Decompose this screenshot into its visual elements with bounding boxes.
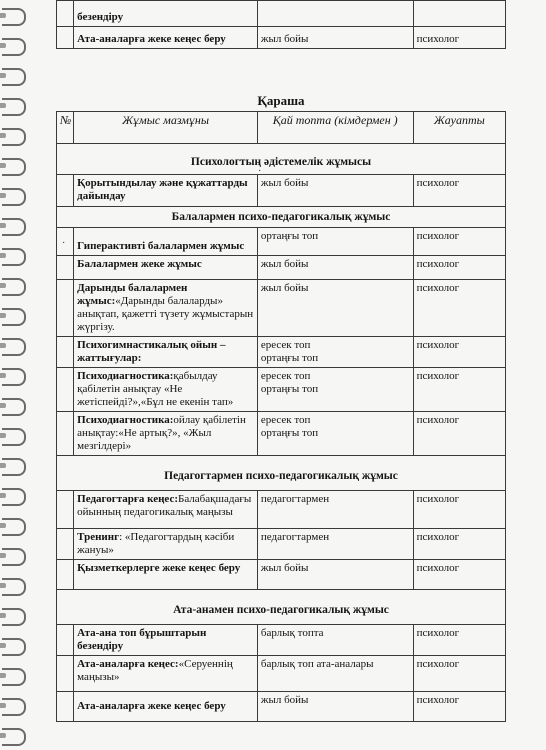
content-cell xyxy=(74,491,258,529)
group-cell: ересек топ ортаңғы топ xyxy=(257,368,413,412)
resp-cell: психолог xyxy=(413,256,505,280)
margin-mark: · xyxy=(62,238,66,249)
content-cell: Ата-аналарға жеке кеңес беру xyxy=(74,27,258,49)
table-row xyxy=(57,1,506,27)
content-cell xyxy=(74,256,258,280)
num-cell xyxy=(57,656,74,692)
content-bold: Ата-аналарға жеке кеңес беру xyxy=(77,700,226,712)
content-cell xyxy=(74,280,258,337)
binding-ring xyxy=(2,128,26,146)
binding-ring xyxy=(2,698,26,716)
binding-ring xyxy=(2,8,26,26)
table-row xyxy=(57,656,506,692)
group-cell: ортаңғы топ xyxy=(257,228,413,256)
group-cell: жыл бойы xyxy=(257,280,413,337)
resp-cell: психолог xyxy=(413,280,505,337)
section-title: Педагогтармен психо-педагогикалық жұмыс xyxy=(57,456,506,491)
table-row xyxy=(57,256,506,280)
resp-cell: психолог xyxy=(413,412,505,456)
content-cell xyxy=(74,228,258,256)
table-row xyxy=(57,491,506,529)
section-row xyxy=(57,207,506,228)
content-cell xyxy=(74,368,258,412)
binding-ring xyxy=(2,638,26,656)
num-cell xyxy=(57,280,74,337)
table-row xyxy=(57,529,506,560)
resp-cell xyxy=(413,1,505,27)
table-row xyxy=(57,412,506,456)
table-row xyxy=(57,692,506,722)
num-cell xyxy=(57,560,74,590)
resp-cell: психолог xyxy=(413,692,505,722)
table-row xyxy=(57,368,506,412)
table-row xyxy=(57,228,506,256)
content-cell xyxy=(74,175,258,207)
binding-ring xyxy=(2,68,26,86)
resp-cell: психолог xyxy=(413,175,505,207)
group-cell: ересек топ ортаңғы топ xyxy=(257,412,413,456)
group-cell: жыл бойы xyxy=(257,27,413,49)
content-cell xyxy=(74,529,258,560)
resp-cell: психолог xyxy=(413,529,505,560)
num-cell xyxy=(57,529,74,560)
num-cell xyxy=(57,491,74,529)
section-row xyxy=(57,590,506,625)
binding-ring xyxy=(2,38,26,56)
schedule-sheet xyxy=(56,0,506,722)
content-cell xyxy=(74,656,258,692)
resp-cell: психолог xyxy=(413,368,505,412)
content-bold: Психодиагностика: xyxy=(77,370,174,382)
margin-mark: · xyxy=(258,166,262,177)
table-row xyxy=(57,337,506,368)
content-bold: Қызметкерлерге жеке кеңес беру xyxy=(77,562,241,574)
content-bold: Педагогтарға кеңес: xyxy=(77,493,178,505)
binding-ring xyxy=(2,518,26,536)
content-cell xyxy=(74,560,258,590)
num-cell xyxy=(57,256,74,280)
content-cell: безендіру xyxy=(74,1,258,27)
content-text: ойлау қабілетін анықтау:«Не артық?», «Жыл мезгілдері» xyxy=(77,414,246,452)
table-row xyxy=(57,560,506,590)
section-title: Психологтың әдістемелік жұмысы xyxy=(57,144,506,175)
content-text: : «Педагогтардың кәсіби жануы» xyxy=(77,531,235,556)
resp-cell: психолог xyxy=(413,27,505,49)
content-bold: Ата-аналарға кеңес: xyxy=(77,658,179,670)
num-cell xyxy=(57,337,74,368)
header-group: Қай топта (кімдермен ) xyxy=(257,112,413,144)
resp-cell: психолог xyxy=(413,228,505,256)
resp-cell: психолог xyxy=(413,337,505,368)
content-cell xyxy=(74,692,258,722)
header-row xyxy=(57,112,506,144)
content-cell xyxy=(74,337,258,368)
group-cell: педагогтармен xyxy=(257,491,413,529)
content-bold: Тренинг xyxy=(77,531,120,543)
num-cell xyxy=(57,368,74,412)
num-cell xyxy=(57,175,74,207)
table-row xyxy=(57,625,506,656)
schedule-table xyxy=(56,111,506,722)
binding-ring xyxy=(2,578,26,596)
table-row xyxy=(57,27,506,49)
group-cell xyxy=(257,1,413,27)
content-bold: Қорытындылау және құжаттарды дайындау xyxy=(77,177,248,202)
header-content: Жұмыс мазмұны xyxy=(74,112,258,144)
header-num: № xyxy=(57,112,74,144)
top-continuation-table xyxy=(56,0,506,49)
section-row xyxy=(57,144,506,175)
num-cell xyxy=(57,625,74,656)
binding-ring xyxy=(2,248,26,266)
content-bold: Гиперактивті балалармен жұмыс xyxy=(77,240,245,252)
content-text: қабылдау қабілетін анықтау «Не жетіспейді?»,«Бұл не екенін тап» xyxy=(77,370,234,408)
binding-ring xyxy=(2,338,26,356)
content-cell xyxy=(74,412,258,456)
content-text: «Серуеннің маңызы» xyxy=(77,658,233,683)
month-heading: Қараша xyxy=(257,93,305,108)
spiral-binding xyxy=(0,0,34,750)
content-bold: Балалармен жеке жұмыс xyxy=(77,258,202,270)
section-title: Балалармен психо-педагогикалық жұмыс xyxy=(57,207,506,228)
content-bold: Психогимнастикалық ойын – жаттығулар: xyxy=(77,339,226,364)
binding-ring xyxy=(2,728,26,746)
binding-ring xyxy=(2,548,26,566)
group-cell: жыл бойы xyxy=(257,560,413,590)
content-bold: Ата-ана топ бұрыштарын безендіру xyxy=(77,627,207,652)
group-cell: барлық топта xyxy=(257,625,413,656)
binding-ring xyxy=(2,158,26,176)
binding-ring xyxy=(2,98,26,116)
table-row xyxy=(57,175,506,207)
header-resp: Жауапты xyxy=(413,112,505,144)
group-cell: педагогтармен xyxy=(257,529,413,560)
resp-cell: психолог xyxy=(413,625,505,656)
group-cell: жыл бойы xyxy=(257,256,413,280)
content-cell xyxy=(74,625,258,656)
resp-cell: психолог xyxy=(413,560,505,590)
section-title: Ата-анамен психо-педагогикалық жұмыс xyxy=(57,590,506,625)
binding-ring xyxy=(2,488,26,506)
group-cell: жыл бойы xyxy=(257,692,413,722)
content-bold: Дарынды балалармен жұмыс: xyxy=(77,282,188,307)
group-cell: барлық топ ата-аналары xyxy=(257,656,413,692)
binding-ring xyxy=(2,458,26,476)
resp-cell: психолог xyxy=(413,656,505,692)
num-cell xyxy=(57,692,74,722)
content-text: Балабақшадағы ойынның педагогикалық маңызы xyxy=(77,493,252,518)
content-text: «Дарынды балаларды» анықтап, қажетті түзету жұмыстарын жүргізу. xyxy=(77,295,254,333)
resp-cell: психолог xyxy=(413,491,505,529)
content-bold: Психодиагностика: xyxy=(77,414,174,426)
binding-ring xyxy=(2,428,26,446)
binding-ring xyxy=(2,218,26,236)
binding-ring xyxy=(2,278,26,296)
table-row xyxy=(57,280,506,337)
binding-ring xyxy=(2,368,26,386)
group-cell: жыл бойы xyxy=(257,175,413,207)
binding-ring xyxy=(2,398,26,416)
binding-ring xyxy=(2,188,26,206)
group-cell: ересек топ ортаңғы топ xyxy=(257,337,413,368)
section-row xyxy=(57,456,506,491)
binding-ring xyxy=(2,308,26,326)
binding-ring xyxy=(2,608,26,626)
num-cell xyxy=(57,412,74,456)
binding-ring xyxy=(2,668,26,686)
